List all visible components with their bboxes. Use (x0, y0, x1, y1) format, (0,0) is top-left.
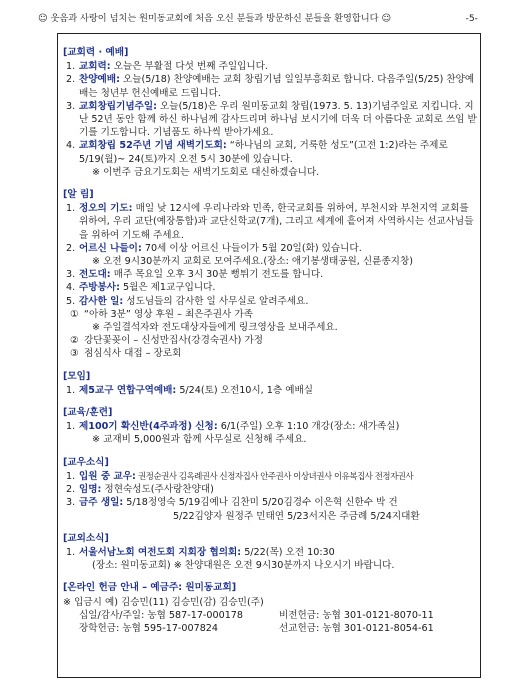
bank-account-row (63, 622, 477, 635)
section-title: [교육/훈련] (63, 407, 113, 419)
section-online-offering (63, 581, 477, 635)
page-number: -5- (465, 13, 478, 24)
item-number: 2. (66, 74, 76, 86)
list-item (63, 496, 477, 509)
item-note: (장소: 원미동교회) ※ 찬양대원은 오전 9시30분까지 나오시기 바랍니다. (92, 560, 395, 572)
item-number: 4. (66, 140, 76, 152)
item-number: 4. (66, 282, 76, 294)
list-item (63, 546, 477, 559)
bank-account: 십일/감사/주일: 농협 587-17-000178 (79, 609, 244, 621)
bank-account: 장학헌금: 농협 595-17-007824 (79, 622, 219, 634)
item-note: ※ 이번주 금요기도회는 새벽기도회로 대신하겠습니다. (92, 166, 320, 178)
item-text: 매주 목요일 오후 3시 30분 뻥튀기 전도를 합니다. (110, 269, 324, 281)
bank-account: 선교헌금: 농협 301-0121-8054-61 (279, 622, 434, 634)
item-text: 권정순권사 김옥례권사 신정자집사 안주권사 이상녀권사 이유복집사 전정자권사 (135, 470, 414, 481)
item-number: 5. (66, 295, 76, 307)
list-item (63, 242, 477, 255)
item-text: 오늘(5/18)은 우리 원미동교회 창립(1973. 5. 13)기념주일로 지킵니다. 지난 52년 동안 함께 하신 하나님께 감사드리며 하나님 보시기에 더욱 더 아름다운 교회로 쓰임 받기를 기도합니다. 기념품도 하나씩 받아가세요. (79, 100, 477, 139)
section-title: [교회력 · 예배] (63, 47, 129, 58)
sub-item-note: ※ 주일결석자와 전도대상자들에게 링크영상을 보내주세요. (92, 322, 338, 334)
item-text: 6/1(주일) 오후 1:10 개강(장소: 새가족실) (217, 421, 400, 433)
list-item (63, 483, 477, 496)
item-number: 1. (66, 384, 76, 396)
sub-item-number: ① (70, 308, 79, 320)
list-item (63, 73, 477, 99)
item-key: 정오의 기도: (79, 203, 133, 215)
item-number: 3. (66, 100, 76, 112)
section-meetings (63, 370, 477, 397)
item-text: “하나님의 교회, 거룩한 성도”(고전 1:2)라는 주제로 5/19(월)~ 24(토)까지 오전 5시 30분에 있습니다. (79, 140, 448, 165)
list-item (63, 295, 477, 308)
item-key: 금주 생일: (79, 497, 124, 509)
section-title: [온라인 헌금 안내 – 예금주: 원미동교회] (63, 582, 237, 594)
item-text: 성도님들의 감사한 일 사무실로 알려주세요. (123, 295, 309, 307)
item-number: 1. (66, 203, 76, 215)
item-text: 5/22(목) 오전 10:30 (241, 546, 335, 558)
item-text: 매일 낮 12시에 우리나라와 민족, 한국교회를 위하여, 부천시와 부천지역 교회를 위하여, 우리 교단(예장통합)과 교단신학교(7개), 그리고 세계에 흩어져 사역하시는 선교사님들을 위하여 기도해 주세요. (79, 203, 474, 241)
list-item (63, 139, 477, 165)
list-item (63, 268, 477, 281)
item-text: 70세 이상 어르신 나들이가 5월 20일(화) 있습니다. (141, 242, 362, 254)
item-key: 주방봉사: (79, 282, 120, 294)
list-item (63, 100, 477, 140)
sub-item-text: 강단꽃꽂이 – 신성만집사(강경숙권사) 가정 (84, 335, 263, 347)
birthday-continuation: 5/22김양자 원정주 민태연 5/23서지은 주금례 5/24지대환 (173, 510, 420, 522)
sub-item-number: ② (70, 335, 79, 347)
sub-item (63, 347, 477, 360)
section-title: [알 림] (63, 189, 94, 201)
item-note: ※ 교재비 5,000원과 함께 사무실로 신청해 주세요. (92, 434, 307, 446)
list-item (63, 281, 477, 294)
item-text: 5월은 제1교구입니다. (119, 282, 216, 294)
section-church-calendar (63, 46, 477, 179)
section-external-news (63, 532, 477, 573)
list-item (63, 384, 477, 397)
item-key: 입원 중 교우: (79, 470, 136, 482)
sub-item (63, 334, 477, 347)
bank-account-row (63, 609, 477, 622)
item-key: 임명: (79, 484, 102, 496)
item-number: 1. (66, 61, 76, 73)
sub-item-number: ③ (70, 348, 79, 360)
item-text: 정현숙성도(주사랑찬양대) (101, 484, 214, 496)
item-number: 2. (66, 242, 76, 254)
header-welcome-text: ☺ 웃음과 사랑이 넘치는 원미동교회에 처음 오신 분들과 방문하신 분들을 환영합니다 ☺ (38, 13, 392, 24)
page-header (38, 12, 478, 25)
item-key: 교회력: (79, 61, 111, 73)
item-key: 감사한 일: (79, 295, 124, 307)
item-key: 어르신 나들이: (79, 242, 142, 254)
section-announcements (63, 188, 477, 361)
list-item (63, 60, 477, 73)
item-number: 1. (66, 421, 76, 433)
item-key: 서울서남노회 여전도회 지회장 협의회: (79, 546, 242, 558)
sub-item-text: 점심식사 대접 – 장로회 (84, 348, 182, 360)
sub-item (63, 308, 477, 321)
item-number: 2. (66, 484, 76, 496)
item-text: 5/18정영숙 5/19김예나 김찬미 5/20김경수 이은혁 신한수 박 건 (123, 497, 398, 509)
item-number: 1. (66, 546, 76, 558)
list-item (63, 420, 477, 433)
list-item (63, 470, 477, 483)
item-key: 교회창립 52주년 기념 새벽기도회: (79, 140, 227, 152)
item-number: 1. (66, 470, 76, 482)
item-key: 제5교구 연합구역예배: (79, 384, 177, 396)
item-number: 3. (66, 269, 76, 281)
section-title: [교우소식] (63, 456, 109, 468)
bulletin-content (63, 46, 477, 644)
offering-depositor-note: ※ 입금시 예) 김승민(11) 김승민(감) 김승민(주) (63, 596, 264, 608)
item-text: 오늘은 부활절 다섯 번째 주일입니다. (110, 61, 268, 73)
list-item (63, 202, 477, 242)
section-title: [모임] (63, 370, 91, 382)
item-note: ※ 오전 9시30분까지 교회로 모여주세요.(장소: 애기봉생태공원, 신륜종지창) (92, 256, 413, 268)
item-key: 제100기 확신반(4주과정) 신청: (79, 421, 218, 433)
item-text: 5/24(토) 오전10시, 1층 예배실 (176, 384, 313, 396)
item-text: 오늘(5/18) 찬양예배는 교회 창립기념 일일부흥회로 합니다. 다음주일(5/25) 찬양예배는 청년부 헌신예배로 드립니다. (79, 74, 475, 99)
item-key: 찬양예배: (79, 74, 120, 86)
item-number: 3. (66, 497, 76, 509)
item-key: 교회창립기념주일: (79, 100, 157, 112)
sub-item-text: “아하 3분” 영상 후원 – 최은주권사 가족 (84, 308, 253, 320)
section-education (63, 406, 477, 447)
item-key: 전도대: (79, 269, 111, 281)
bank-account: 비전헌금: 농협 301-0121-8070-11 (279, 609, 434, 621)
section-title: [교외소식] (63, 532, 109, 544)
section-member-news (63, 456, 477, 523)
